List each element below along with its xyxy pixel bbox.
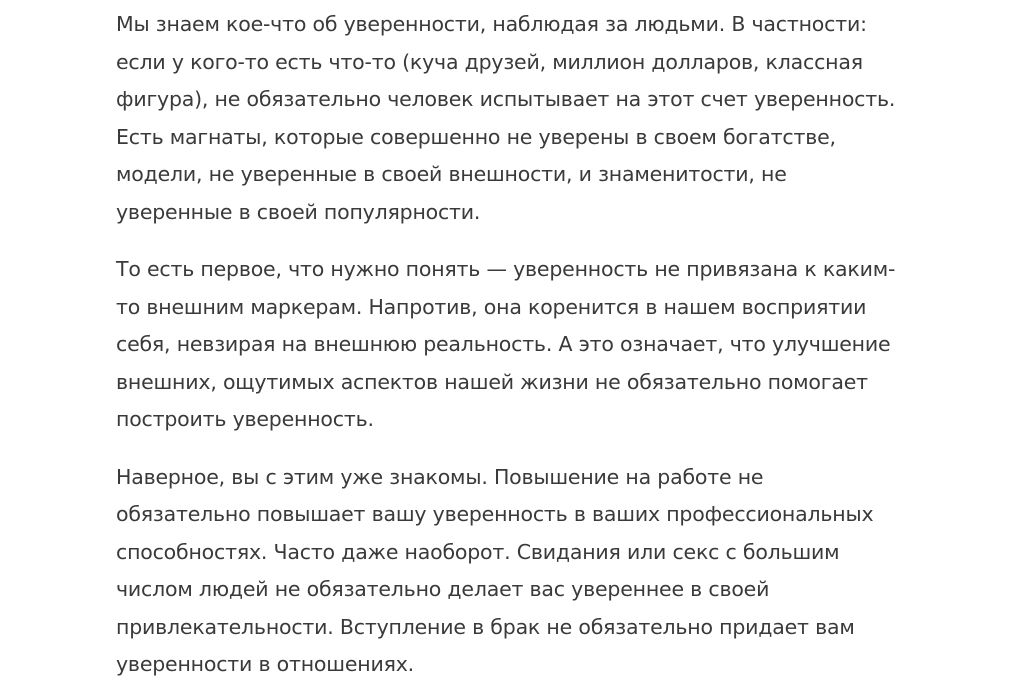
paragraph-line: Наверное, вы с этим уже знакомы. Повышение на работе не [116,464,764,489]
paragraph-line: себя, невзирая на внешнюю реальность. А это означает, что улучшение [116,332,891,356]
paragraph-line: модели, не уверенные в своей внешности, и знаменитости, не [116,162,787,186]
paragraph-line: Есть магнаты, которые совершенно не уверены в своем богатстве, [116,124,836,149]
paragraph-1 [116,6,896,231]
paragraph-line: привлекательности. Вступление в брак не обязательно придает вам [116,614,855,639]
paragraph-3 [116,459,896,684]
paragraph-2 [116,251,896,439]
paragraph-line: если у кого-то есть что-то (куча друзей, миллион долларов, классная [116,49,863,74]
paragraph-line: способностях. Часто даже наоборот. Свидания или секс с большим [116,539,840,564]
article-body [116,6,896,684]
paragraph-line: обязательно повышает вашу уверенность в ваших профессиональных [116,502,874,526]
paragraph-line: фигура), не обязательно человек испытывает на этот счет уверенность. [116,87,896,111]
paragraph-line: внешних, ощутимых аспектов нашей жизни не обязательно помогает [116,369,868,394]
paragraph-line: числом людей не обязательно делает вас увереннее в своей [116,577,770,601]
paragraph-line: то внешним маркерам. Напротив, она коренится в нашем восприятии [116,294,867,319]
paragraph-line: То есть первое, что нужно понять — уверенность не привязана к каким- [116,257,896,281]
paragraph-line: Мы знаем кое-что об уверенности, наблюдая за людьми. В частности: [116,12,867,36]
paragraph-line: уверенные в своей популярности. [116,199,481,224]
paragraph-line: уверенности в отношениях. [116,652,414,676]
paragraph-line: построить уверенность. [116,407,374,431]
